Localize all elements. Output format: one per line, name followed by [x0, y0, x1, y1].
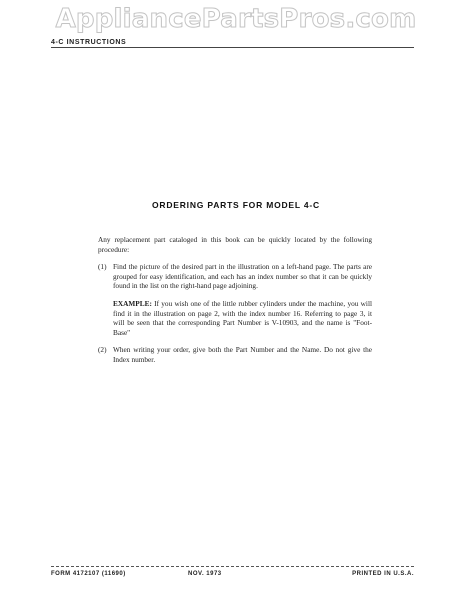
step-1	[98, 262, 372, 299]
form-number: FORM 4172107 (11690)	[51, 571, 126, 577]
example-paragraph	[98, 299, 372, 337]
intro-paragraph: Any replacement part cataloged in this book can be quickly located by the following procedure:	[98, 235, 372, 254]
instructions-body	[98, 235, 372, 373]
step-2-number: (2)	[98, 345, 107, 355]
step-2	[98, 345, 372, 372]
header-label: 4-C INSTRUCTIONS	[51, 39, 127, 46]
header-rule	[51, 47, 414, 48]
step-1-number: (1)	[98, 262, 107, 272]
watermark-logo: AppliancePartsPros.com	[55, 4, 417, 34]
print-date: NOV. 1973	[188, 571, 222, 577]
footer-rule	[51, 566, 414, 567]
example-label: EXAMPLE:	[113, 298, 152, 308]
printed-in: PRINTED IN U.S.A.	[352, 571, 414, 577]
example-text: If you wish one of the little rubber cylinders under the machine, you will find it in the illustration on page 2, with the index number 16. Referring to page 3, it will be seen that the corresponding Part Number is V-10903, and the name is "Foot-Base"	[113, 298, 372, 337]
footer	[51, 571, 414, 581]
step-2-text: When writing your order, give both the Part Number and the Name. Do not give the Index number.	[113, 345, 372, 364]
page-title: ORDERING PARTS FOR MODEL 4-C	[151, 200, 320, 210]
step-1-text: Find the picture of the desired part in the illustration on a left-hand page. The parts are grouped for easy identification, and each has an index number so that it can be quickly found in the list on the right-hand page adjoining.	[113, 262, 372, 291]
